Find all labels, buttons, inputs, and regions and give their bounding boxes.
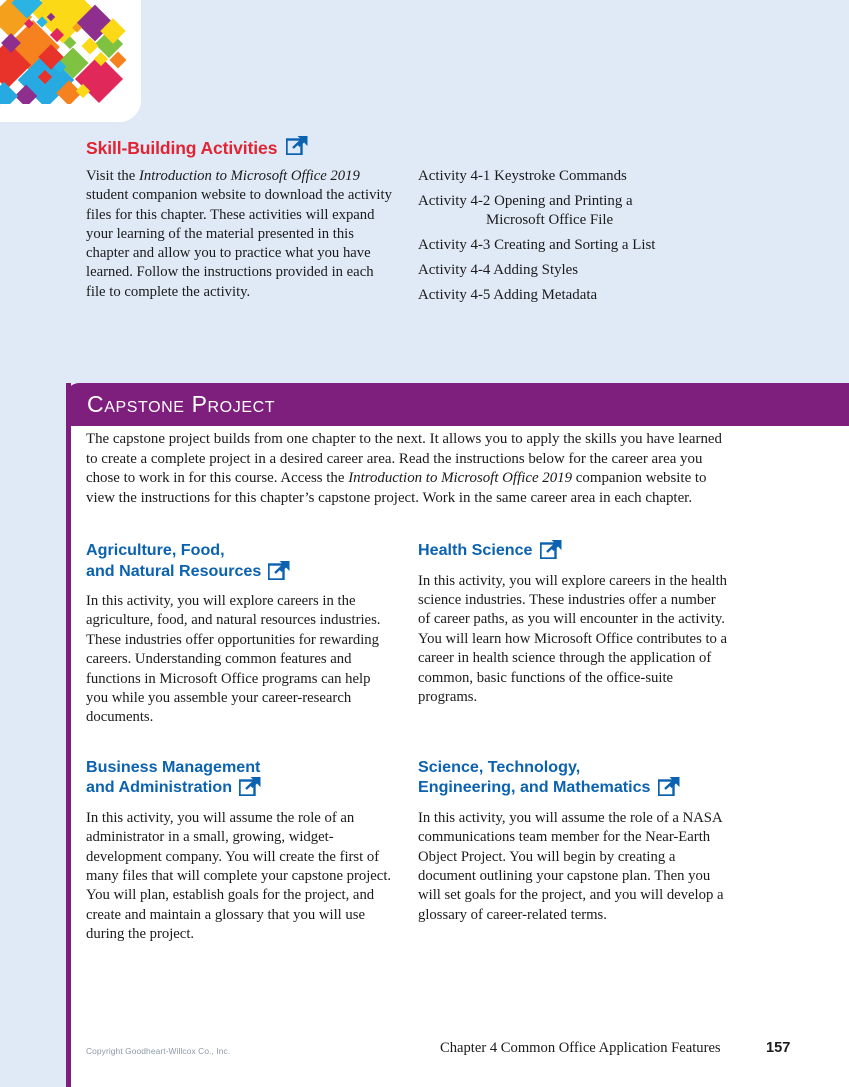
intro-text-after: student companion website to download the activity files for this chapter. These activities will expand your learning of the material presented in this chapter and allow you to practice what you have learned. Follow the instructions provided in each file to complete the activity.	[86, 187, 392, 300]
footer-copyright: Copyright Goodheart-Willcox Co., Inc.	[86, 1046, 231, 1056]
career-heading-line1: Science, Technology,	[418, 757, 581, 776]
external-link-icon[interactable]	[286, 136, 308, 159]
list-item[interactable]	[418, 167, 748, 186]
activity-line1: Activity 4-1 Keystroke Commands	[418, 168, 627, 184]
career-body-text: In this activity, you will assume the role of an administrator in a small, growing, widget-development company. You will create the first of many files that will complete your capstone project. You will plan, establish goals for the project, and create and maintain a glossary that you will use during the project.	[86, 809, 392, 943]
activity-list	[418, 165, 748, 311]
capstone-intro-part1: The capstone project builds from one chapter to the next. It allows you to apply the skills you have learned to create a complete project in a desired career area. Read the instructions below for the career area you chose to work in for this course. Access the	[86, 431, 722, 487]
external-link-icon[interactable]	[239, 777, 261, 802]
activity-line1: Activity 4-3 Creating and Sorting a List	[418, 237, 656, 253]
career-heading-line2: and Administration	[86, 778, 233, 797]
list-item[interactable]	[418, 286, 748, 305]
intro-book-title: Introduction to Microsoft Office 2019	[138, 168, 360, 184]
page-background-left-margin	[0, 383, 66, 1087]
external-link-icon[interactable]	[540, 540, 562, 565]
activity-line1: Activity 4-2 Opening and Printing a	[418, 193, 633, 209]
career-heading-line1: Business Management	[86, 757, 261, 776]
skill-building-intro-column	[86, 165, 393, 311]
career-heading[interactable]	[418, 540, 730, 565]
career-heading[interactable]	[86, 757, 393, 802]
career-row-bottom	[86, 757, 741, 945]
capstone-banner-title: Capstone Project	[87, 391, 276, 417]
decorative-diamond-artwork	[0, 0, 141, 122]
list-item[interactable]	[418, 236, 748, 255]
career-area-business-management	[86, 757, 393, 945]
career-heading-line1: Agriculture, Food,	[86, 541, 225, 559]
activity-line2: Microsoft Office File	[486, 212, 614, 228]
capstone-intro-part2: companion website to view the instructions for this chapter’s capstone project. Work in the same career area in each chapter.	[86, 470, 707, 506]
footer-page-number: 157	[766, 1040, 791, 1056]
capstone-project-banner	[66, 383, 849, 426]
skill-building-heading	[86, 136, 786, 159]
footer-chapter-title: Chapter 4 Common Office Application Features	[440, 1040, 721, 1056]
intro-text-before: Visit the	[86, 168, 139, 184]
career-heading-line2: Engineering, and Mathematics	[418, 778, 651, 797]
career-areas-grid	[86, 540, 741, 945]
purple-side-rule	[66, 383, 71, 1087]
career-area-agriculture	[86, 540, 393, 728]
career-heading[interactable]	[86, 540, 393, 585]
career-row-spacer	[86, 728, 741, 757]
capstone-intro-book-title: Introduction to Microsoft Office 2019	[348, 470, 573, 487]
career-body-text: In this activity, you will explore careers in the health science industries. These industries offer a number of career paths, as you will encounter in the activity. You will learn how Microsoft Office contributes to a career in health science through the application of common, basic functions of the office-suite programs.	[418, 572, 728, 705]
career-heading-line1: Health Science	[418, 541, 533, 559]
activity-line1: Activity 4-4 Adding Styles	[418, 262, 579, 278]
career-heading[interactable]	[418, 757, 730, 802]
career-area-stem	[418, 757, 730, 945]
skill-building-intro-paragraph	[86, 167, 393, 302]
career-row-top	[86, 540, 741, 728]
career-body-text: In this activity, you will explore careers in the agriculture, food, and natural resources industries. These industries offer opportunities for rewarding careers. Understanding common features and functions in Microsoft Office programs can help you while you assemble your career-research documents.	[86, 593, 381, 726]
capstone-intro-paragraph	[86, 430, 734, 508]
page-footer	[0, 1040, 849, 1070]
list-item[interactable]	[418, 192, 748, 230]
skill-building-activities-section	[86, 136, 786, 311]
career-area-health-science	[418, 540, 730, 728]
career-heading-line2: and Natural Resources	[86, 561, 262, 580]
external-link-icon[interactable]	[658, 777, 680, 802]
skill-building-heading-text: Skill-Building Activities	[86, 137, 278, 158]
career-body-text: In this activity, you will assume the role of a NASA communications team member for the Near-Earth Object Project. You will begin by creating a document outlining your capstone plan. Then you will set goals for the project, and you will develop a glossary of career-related terms.	[418, 809, 724, 923]
activity-line1: Activity 4-5 Adding Metadata	[418, 287, 598, 303]
external-link-icon[interactable]	[268, 561, 290, 586]
list-item[interactable]	[418, 261, 748, 280]
